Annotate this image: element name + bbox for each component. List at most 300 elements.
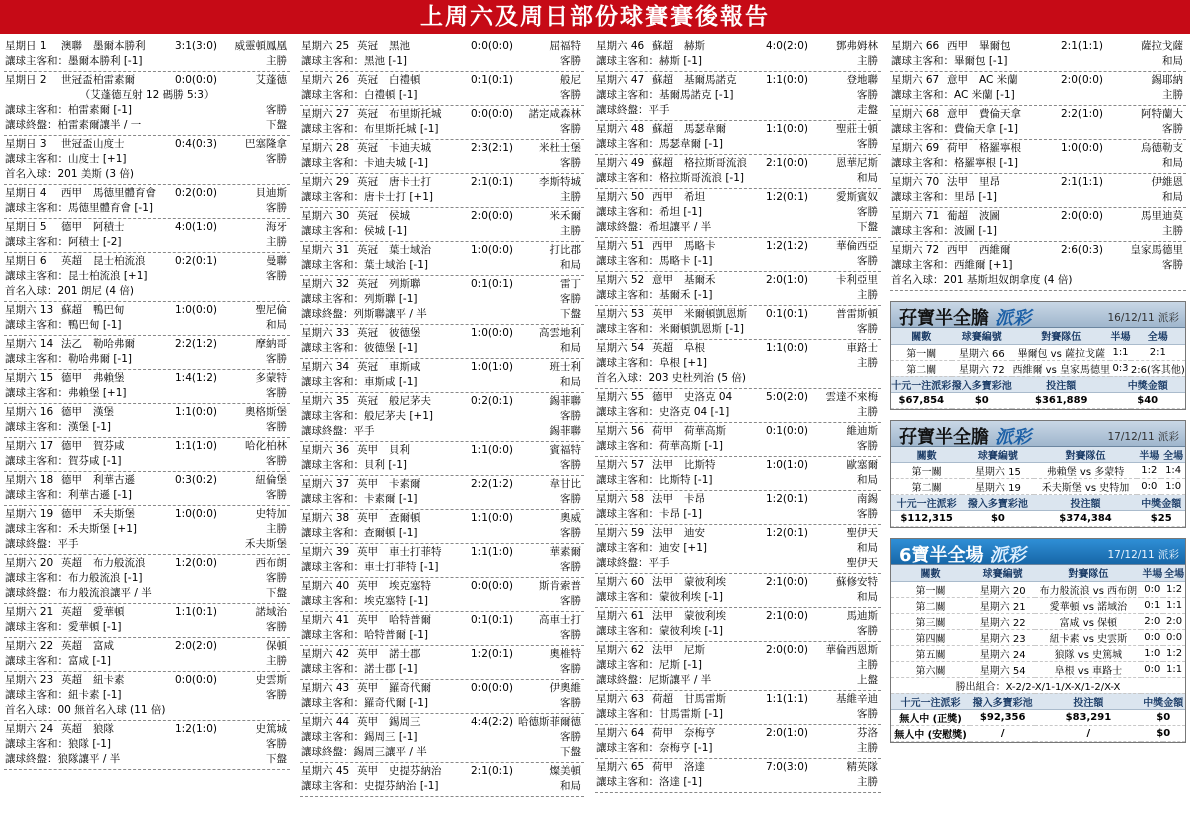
score: 0:1(0:0) xyxy=(766,425,808,437)
pool-payout-row xyxy=(891,725,1185,741)
match-number: 星期六 67 xyxy=(891,74,940,86)
league: 法甲 xyxy=(652,576,673,588)
pool-cell: 星期六 24 xyxy=(970,645,1035,661)
bet-result-text: 讓球主客和：卡昂 [-1] xyxy=(596,508,702,520)
pool-subtitle: 派彩 xyxy=(995,426,1031,448)
bet-outcome: 客勝 xyxy=(560,493,581,505)
home-team: 赫斯 xyxy=(684,40,705,52)
league: 德甲 xyxy=(61,508,82,520)
match-result-line xyxy=(596,273,880,288)
home-team: 奈梅亨 xyxy=(684,727,716,739)
away-team: 錫菲聯 xyxy=(549,395,581,407)
bet-result-text: 讓球主客和：車斯咸 [-1] xyxy=(301,376,418,388)
bet-result-text: 讓球終盤：平手 xyxy=(596,557,670,569)
match-result-line xyxy=(301,647,583,662)
bet-result-line xyxy=(5,103,289,118)
league: 英甲 xyxy=(357,614,378,626)
home-team: 米爾頓凱恩斯 xyxy=(684,308,747,320)
score: 1:0(0:0) xyxy=(175,304,217,316)
bet-result-line xyxy=(301,560,583,575)
match-block xyxy=(300,208,584,242)
bet-outcome: 客勝 xyxy=(560,663,581,675)
match-result-line xyxy=(301,107,583,122)
bet-result-line xyxy=(5,318,289,333)
bet-result-text: 讓球終盤：平手 xyxy=(5,538,79,550)
bet-outcome: 客勝 xyxy=(857,206,878,218)
bet-result-text: 首名入球：00 無首名入球 (11 倍) xyxy=(5,704,166,716)
bet-result-line xyxy=(301,492,583,507)
pool-cell: 愛華頓 vs 諾域治 xyxy=(1035,597,1141,613)
payout-column-header: 撥入多寶彩池 xyxy=(970,693,1035,709)
match-block xyxy=(595,189,881,238)
home-team: 費倫天拿 xyxy=(979,108,1021,120)
bet-result-line xyxy=(301,156,583,171)
payout-value: $40 xyxy=(1110,392,1185,408)
match-block xyxy=(4,721,290,770)
away-team: 燦美頓 xyxy=(549,765,581,777)
pool-column-header: 對賽隊伍 xyxy=(1035,565,1141,581)
bet-result-text: 讓球主客和：尼斯 [-1] xyxy=(596,659,702,671)
score: 1:2(1:2) xyxy=(766,240,808,252)
away-team: 奧威 xyxy=(560,512,581,524)
match-block xyxy=(300,510,584,544)
match-block xyxy=(4,438,290,472)
bet-outcome: 和局 xyxy=(857,542,878,554)
bet-result-text: 讓球主客和：哈特普爾 [-1] xyxy=(301,629,428,641)
league: 英超 xyxy=(61,640,82,652)
league: 西甲 xyxy=(61,187,82,199)
results-column-2 xyxy=(300,38,584,797)
match-result-line xyxy=(891,209,1185,224)
pool-leg-row xyxy=(891,629,1185,645)
bet-result-line xyxy=(301,662,583,677)
match-number: 星期日 3 xyxy=(5,138,47,150)
pool-header xyxy=(891,539,1185,565)
score: 2:1(0:1) xyxy=(471,765,513,777)
match-block xyxy=(4,336,290,370)
match-number: 星期六 48 xyxy=(596,123,645,135)
score: 2:0(0:0) xyxy=(1061,74,1103,86)
home-team: 史洛克 04 xyxy=(684,391,733,403)
home-team: 洛達 xyxy=(684,761,705,773)
score: 1:0(1:0) xyxy=(766,459,808,471)
match-block xyxy=(300,174,584,208)
bet-outcome: 客勝 xyxy=(560,123,581,135)
match-block xyxy=(595,608,881,642)
home-team: 柏雷素爾 xyxy=(93,74,135,86)
league: 英冠 xyxy=(357,74,378,86)
pool-table xyxy=(891,328,1185,409)
match-number: 星期六 19 xyxy=(5,508,54,520)
bet-result-line xyxy=(5,420,289,435)
pool-cell: 阜根 vs 車路士 xyxy=(1035,661,1141,677)
match-number: 星期六 69 xyxy=(891,142,940,154)
league: 英冠 xyxy=(357,142,378,154)
away-team: 哈德斯菲爾德 xyxy=(518,716,581,728)
pool-leg-row xyxy=(891,360,1185,376)
winning-combination: 勝出組合：X-2/2-X/1-1/X-X/1-2/X-X xyxy=(891,677,1185,693)
pool-subtitle: 派彩 xyxy=(989,545,1026,566)
match-result-line xyxy=(301,360,583,375)
league: 英冠 xyxy=(357,176,378,188)
match-result-line xyxy=(596,390,880,405)
match-number: 星期六 61 xyxy=(596,610,645,622)
home-team: 白禮頓 xyxy=(389,74,421,86)
match-number: 星期六 56 xyxy=(596,425,645,437)
home-team: 哈特普爾 xyxy=(389,614,431,626)
match-block xyxy=(300,442,584,476)
match-block xyxy=(4,638,290,672)
match-number: 星期六 64 xyxy=(596,727,645,739)
match-block xyxy=(300,680,584,714)
match-number: 星期六 39 xyxy=(301,546,350,558)
match-number: 星期六 45 xyxy=(301,765,350,777)
pool-cell: 星期六 20 xyxy=(970,581,1035,597)
league: 英超 xyxy=(652,342,673,354)
payout-column-header: 中獎金額 xyxy=(1137,495,1185,511)
bet-result-line xyxy=(5,386,289,401)
away-team: 車路士 xyxy=(846,342,878,354)
pool-column-header: 關數 xyxy=(891,565,970,581)
payout-value: $67,854 xyxy=(891,392,952,408)
bet-result-line xyxy=(596,439,880,454)
bet-outcome: 聖伊天 xyxy=(846,557,878,569)
score: 2:1(0:0) xyxy=(766,610,808,622)
match-result-line xyxy=(5,254,289,269)
away-team: 錫耶納 xyxy=(1151,74,1183,86)
match-block xyxy=(300,325,584,359)
bet-result-line xyxy=(5,152,289,167)
pool-cell: 星期六 21 xyxy=(970,597,1035,613)
league: 荷甲 xyxy=(652,761,673,773)
league: 法甲 xyxy=(652,644,673,656)
match-number: 星期六 58 xyxy=(596,493,645,505)
pool-cell: 0:0 xyxy=(1163,629,1185,645)
pool-cell: 1:2 xyxy=(1163,645,1185,661)
bet-result-text: 讓球主客和：希坦 [-1] xyxy=(596,206,702,218)
bet-result-line xyxy=(301,730,583,745)
match-block xyxy=(890,174,1186,208)
league: 西甲 xyxy=(947,244,968,256)
league: 德甲 xyxy=(61,372,82,384)
pool-cell: 星期六 22 xyxy=(970,613,1035,629)
league: 英甲 xyxy=(357,682,378,694)
bet-result-line xyxy=(596,556,880,571)
away-team: 米禾爾 xyxy=(549,210,581,222)
league: 葡超 xyxy=(947,210,968,222)
match-result-line xyxy=(596,239,880,254)
match-block xyxy=(4,253,290,302)
match-result-line xyxy=(5,186,289,201)
penalty-note-line xyxy=(5,88,289,103)
score: 2:6(0:3) xyxy=(1061,244,1103,256)
league: 意甲 xyxy=(947,108,968,120)
results-column-1 xyxy=(4,38,290,770)
pool-cell: 1:0 xyxy=(1141,645,1163,661)
league: 英冠 xyxy=(357,210,378,222)
bet-result-text: 讓球主客和：墨爾本勝利 [-1] xyxy=(5,55,143,67)
league: 西甲 xyxy=(652,191,673,203)
league: 英甲 xyxy=(357,512,378,524)
match-result-line xyxy=(5,39,289,54)
match-result-line xyxy=(5,137,289,152)
away-team: 紐倫堡 xyxy=(255,474,287,486)
bet-result-line xyxy=(596,356,880,371)
bet-result-text: 讓球主客和：昆士柏流浪 [+1] xyxy=(5,270,148,282)
match-number: 星期六 70 xyxy=(891,176,940,188)
pool-cell: 第二關 xyxy=(891,479,962,495)
bet-result-text: 讓球終盤：狼隊讓平 / 半 xyxy=(5,753,121,765)
payout-value: $0 xyxy=(962,511,1033,527)
match-block xyxy=(4,38,290,72)
bet-result-line xyxy=(596,541,880,556)
match-number: 星期六 42 xyxy=(301,648,350,660)
bet-result-line xyxy=(5,454,289,469)
home-team: 侯城 xyxy=(389,210,410,222)
bet-result-line xyxy=(5,586,289,601)
pool-cell: 1:4 xyxy=(1161,463,1185,479)
score: 2:3(2:1) xyxy=(471,142,513,154)
score: 1:1(0:0) xyxy=(471,512,513,524)
pool-cell: 0:1 xyxy=(1141,597,1163,613)
match-number: 星期六 28 xyxy=(301,142,350,154)
bet-result-line xyxy=(596,254,880,269)
bet-result-text: 讓球主客和：米爾頓凱恩斯 [-1] xyxy=(596,323,744,335)
bet-result-text: 讓球主客和：狼隊 [-1] xyxy=(5,738,111,750)
match-result-line xyxy=(5,220,289,235)
payout-column-header: 投注額 xyxy=(1035,693,1141,709)
bet-outcome: 主勝 xyxy=(266,655,287,667)
bet-outcome: 客勝 xyxy=(266,621,287,633)
pool-leg-row xyxy=(891,613,1185,629)
pool-cell: 0:0 xyxy=(1141,661,1163,677)
bet-result-text: 讓球主客和：基爾馬諾克 [-1] xyxy=(596,89,734,101)
home-team: AC 米蘭 xyxy=(979,74,1018,86)
bet-outcome: 下盤 xyxy=(857,221,878,233)
bet-result-line xyxy=(301,122,583,137)
bet-result-line xyxy=(301,341,583,356)
bet-outcome: 客勝 xyxy=(266,104,287,116)
match-block xyxy=(595,423,881,457)
league: 西甲 xyxy=(947,40,968,52)
pool-cell: 星期六 72 xyxy=(952,360,1013,376)
match-block xyxy=(300,38,584,72)
pool-date: 17/12/11 派彩 xyxy=(1107,549,1179,561)
score: 1:2(0:0) xyxy=(175,557,217,569)
pool-column-header: 球賽編號 xyxy=(952,328,1013,344)
home-team: 格羅寧根 xyxy=(979,142,1021,154)
bet-result-text: 讓球主客和：賀芬咸 [-1] xyxy=(5,455,122,467)
match-number: 星期六 41 xyxy=(301,614,350,626)
score: 0:0(0:0) xyxy=(471,682,513,694)
home-team: 弗賴堡 xyxy=(93,372,125,384)
away-team: 愛斯賓奴 xyxy=(836,191,878,203)
bet-result-text: 讓球主客和：甘馬雷斯 [-1] xyxy=(596,708,723,720)
league: 法乙 xyxy=(61,338,82,350)
home-team: 基爾馬諾克 xyxy=(684,74,737,86)
match-number: 星期六 34 xyxy=(301,361,350,373)
bet-result-line xyxy=(596,707,880,722)
match-block xyxy=(300,393,584,442)
home-team: 車斯咸 xyxy=(389,361,421,373)
bet-outcome: 客勝 xyxy=(560,731,581,743)
match-result-line xyxy=(596,760,880,775)
away-team: 高車士打 xyxy=(539,614,581,626)
match-result-line xyxy=(5,303,289,318)
bet-result-line xyxy=(301,594,583,609)
league: 荷甲 xyxy=(947,142,968,154)
bet-result-text: 讓球主客和：格拉斯哥流浪 [-1] xyxy=(596,172,744,184)
payout-value: $361,889 xyxy=(1012,392,1110,408)
match-result-line xyxy=(5,337,289,352)
bet-result-line xyxy=(301,424,583,439)
match-number: 星期六 47 xyxy=(596,74,645,86)
match-block xyxy=(4,219,290,253)
bet-outcome: 主勝 xyxy=(266,523,287,535)
pool-box xyxy=(890,301,1186,410)
home-team: 禾夫斯堡 xyxy=(93,508,135,520)
match-result-line xyxy=(596,726,880,741)
home-team: 西維爾 xyxy=(979,244,1011,256)
match-result-line xyxy=(301,764,583,779)
payout-value: $112,315 xyxy=(891,511,962,527)
match-block xyxy=(595,340,881,389)
payout-value: $374,384 xyxy=(1034,511,1138,527)
away-team: 賓福特 xyxy=(549,444,581,456)
match-result-line xyxy=(301,326,583,341)
score: 1:0(0:0) xyxy=(471,327,513,339)
bet-result-line xyxy=(301,628,583,643)
home-team: 布里斯托城 xyxy=(389,108,442,120)
bet-result-text: 讓球終盤：柏雷素爾讓半 / 一 xyxy=(5,119,142,131)
match-result-line xyxy=(301,681,583,696)
bet-result-text: 讓球主客和：阜根 [+1] xyxy=(596,357,708,369)
match-number: 星期六 62 xyxy=(596,644,645,656)
bet-result-line xyxy=(301,696,583,711)
bet-result-line xyxy=(891,156,1185,171)
pool-title: 孖寶半全膽 派彩 xyxy=(899,426,1031,448)
bet-result-text: 讓球主客和：般尼茅夫 [+1] xyxy=(301,410,434,422)
match-block xyxy=(4,472,290,506)
match-result-line xyxy=(301,545,583,560)
match-result-line xyxy=(5,605,289,620)
match-result-line xyxy=(5,371,289,386)
home-team: 卡昂 xyxy=(684,493,705,505)
pool-date: 17/12/11 派彩 xyxy=(1107,430,1179,443)
bet-outcome: 下盤 xyxy=(560,308,581,320)
match-number: 星期日 6 xyxy=(5,255,47,267)
bet-result-line xyxy=(596,88,880,103)
score: 1:1(0:0) xyxy=(766,123,808,135)
away-team: 斯肯索普 xyxy=(539,580,581,592)
pool-cell: 畢爾包 vs 薩拉戈薩 xyxy=(1012,344,1110,360)
page-banner: 上周六及周日部份球賽賽後報告 xyxy=(0,0,1190,34)
bet-result-line xyxy=(596,220,880,235)
bet-result-line xyxy=(596,473,880,488)
bet-outcome: 走盤 xyxy=(857,104,878,116)
away-team: 鄧弗姆林 xyxy=(836,40,878,52)
league: 英甲 xyxy=(357,546,378,558)
home-team: 格拉斯哥流浪 xyxy=(684,157,747,169)
bet-outcome: 主勝 xyxy=(266,55,287,67)
bet-outcome: 和局 xyxy=(1162,157,1183,169)
home-team: 葉士域治 xyxy=(389,244,431,256)
match-number: 星期六 36 xyxy=(301,444,350,456)
away-team: 馬迪斯 xyxy=(846,610,878,622)
away-team: 阿特蘭大 xyxy=(1141,108,1183,120)
score: 1:1(1:1) xyxy=(766,693,808,705)
bet-result-line xyxy=(301,54,583,69)
match-result-line xyxy=(301,141,583,156)
bet-outcome: 主勝 xyxy=(857,776,878,788)
bet-result-line xyxy=(891,88,1185,103)
league: 英冠 xyxy=(357,278,378,290)
bet-result-line xyxy=(891,122,1185,137)
home-team: 賀芬咸 xyxy=(93,440,125,452)
match-block xyxy=(595,725,881,759)
bet-result-line xyxy=(596,741,880,756)
match-block xyxy=(595,306,881,340)
bet-result-text: 讓球主客和：紐卡素 [-1] xyxy=(5,689,122,701)
pool-cell: 第二關 xyxy=(891,597,970,613)
pool-cell: 第一關 xyxy=(891,581,970,597)
match-result-line xyxy=(596,609,880,624)
league: 法甲 xyxy=(652,493,673,505)
match-block xyxy=(595,574,881,608)
bet-outcome: 客勝 xyxy=(857,255,878,267)
home-team: 富咸 xyxy=(93,640,114,652)
pool-leg-row xyxy=(891,581,1185,597)
home-team: 卡迪夫城 xyxy=(389,142,431,154)
match-number: 星期日 5 xyxy=(5,221,47,233)
bet-outcome: 客勝 xyxy=(266,153,287,165)
match-result-line xyxy=(596,156,880,171)
pool-cell: 星期六 19 xyxy=(962,479,1033,495)
bet-outcome: 和局 xyxy=(560,376,581,388)
bet-result-text: 讓球主客和：黑池 [-1] xyxy=(301,55,407,67)
bet-outcome: 客勝 xyxy=(266,387,287,399)
score: 1:4(1:2) xyxy=(175,372,217,384)
league: 英甲 xyxy=(357,478,378,490)
away-team: 米杜士堡 xyxy=(539,142,581,154)
score: 1:2(0:1) xyxy=(471,648,513,660)
bet-result-text: 首名入球：201 美斯 (3 倍) xyxy=(5,168,134,180)
match-number: 星期六 35 xyxy=(301,395,350,407)
match-block xyxy=(4,555,290,604)
away-team: 貝迪斯 xyxy=(255,187,287,199)
score: 0:0(0:0) xyxy=(471,108,513,120)
home-team: 卡素爾 xyxy=(389,478,421,490)
match-result-line xyxy=(301,394,583,409)
match-result-line xyxy=(891,175,1185,190)
bet-result-text: 讓球主客和：里昂 [-1] xyxy=(891,191,997,203)
match-block xyxy=(890,38,1186,72)
payout-column-header: 中獎金額 xyxy=(1110,376,1185,392)
bet-outcome: 和局 xyxy=(1162,55,1183,67)
match-result-line xyxy=(301,443,583,458)
bet-outcome: 客勝 xyxy=(266,353,287,365)
pool-column-header: 對賽隊伍 xyxy=(1012,328,1110,344)
bet-result-line xyxy=(891,273,1185,288)
match-number: 星期六 26 xyxy=(301,74,350,86)
bet-result-line xyxy=(596,137,880,152)
match-result-line xyxy=(596,307,880,322)
bet-result-text: 讓球主客和：卡迪夫城 [-1] xyxy=(301,157,428,169)
bet-result-text: 讓球主客和：唐卡士打 [+1] xyxy=(301,191,434,203)
pool-cell: 西維爾 vs 皇家馬德里 xyxy=(1012,360,1110,376)
league: 英甲 xyxy=(357,765,378,777)
league: 英超 xyxy=(61,606,82,618)
